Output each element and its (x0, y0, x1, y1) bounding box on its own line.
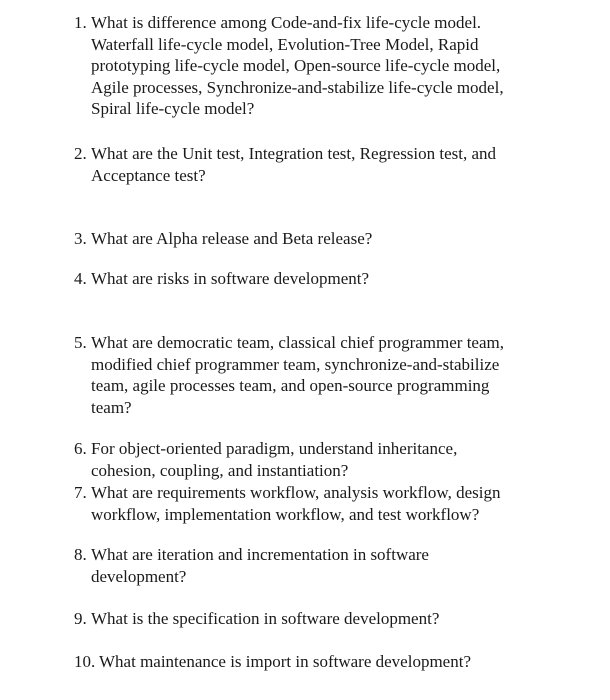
question-10 (74, 651, 554, 673)
question-line: development? (91, 566, 187, 586)
question-text (91, 268, 554, 290)
question-number: 10. (74, 652, 96, 671)
question-number: 7. (74, 483, 87, 502)
question-5 (74, 332, 554, 418)
question-number: 4. (74, 269, 87, 288)
question-line: What is difference among Code-and-fix life-cycle model. (91, 13, 482, 32)
question-line: What are Alpha release and Beta release? (91, 229, 373, 248)
question-9 (74, 608, 554, 630)
question-line: prototyping life-cycle model, Open-source life-cycle model, (91, 56, 501, 75)
question-line: What are democratic team, classical chief programmer team, (91, 333, 504, 352)
question-line: modified chief programmer team, synchronize-and-stabilize (91, 354, 500, 374)
question-line: What is the specification in software development? (91, 609, 440, 628)
question-2 (74, 143, 554, 186)
question-line: What are risks in software development? (91, 269, 370, 288)
question-line: What maintenance is import in software development? (99, 652, 471, 671)
question-line: Agile processes, Synchronize-and-stabilize life-cycle model, (91, 77, 504, 97)
question-text (99, 651, 554, 673)
question-number: 5. (74, 333, 87, 352)
question-text (91, 438, 554, 481)
question-line: team? (91, 397, 132, 417)
question-6 (74, 438, 554, 481)
question-line: workflow, implementation workflow, and test workflow? (91, 504, 480, 524)
question-7 (74, 482, 554, 525)
question-number: 6. (74, 439, 87, 458)
question-line: For object-oriented paradigm, understand inheritance, (91, 439, 458, 458)
question-3 (74, 228, 554, 250)
question-number: 1. (74, 13, 87, 32)
question-line: What are the Unit test, Integration test, Regression test, and (91, 144, 497, 163)
question-number: 2. (74, 144, 87, 163)
question-line: What are requirements workflow, analysis workflow, design (91, 483, 501, 502)
question-8 (74, 544, 554, 587)
question-text (91, 12, 554, 120)
question-text (91, 228, 554, 250)
question-text (91, 482, 554, 525)
question-number: 9. (74, 609, 87, 628)
question-text (91, 332, 554, 418)
question-1 (74, 12, 554, 120)
question-line: team, agile processes team, and open-source programming (91, 376, 490, 395)
question-line: Acceptance test? (91, 165, 206, 185)
question-line: What are iteration and incrementation in software (91, 545, 429, 564)
question-text (91, 608, 554, 630)
question-text (91, 143, 554, 186)
question-number: 8. (74, 545, 87, 564)
question-number: 3. (74, 229, 87, 248)
question-line: cohesion, coupling, and instantiation? (91, 460, 349, 480)
question-line: Spiral life-cycle model? (91, 99, 255, 118)
question-4 (74, 268, 554, 290)
question-text (91, 544, 554, 587)
question-line: Waterfall life-cycle model, Evolution-Tree Model, Rapid (91, 34, 479, 54)
